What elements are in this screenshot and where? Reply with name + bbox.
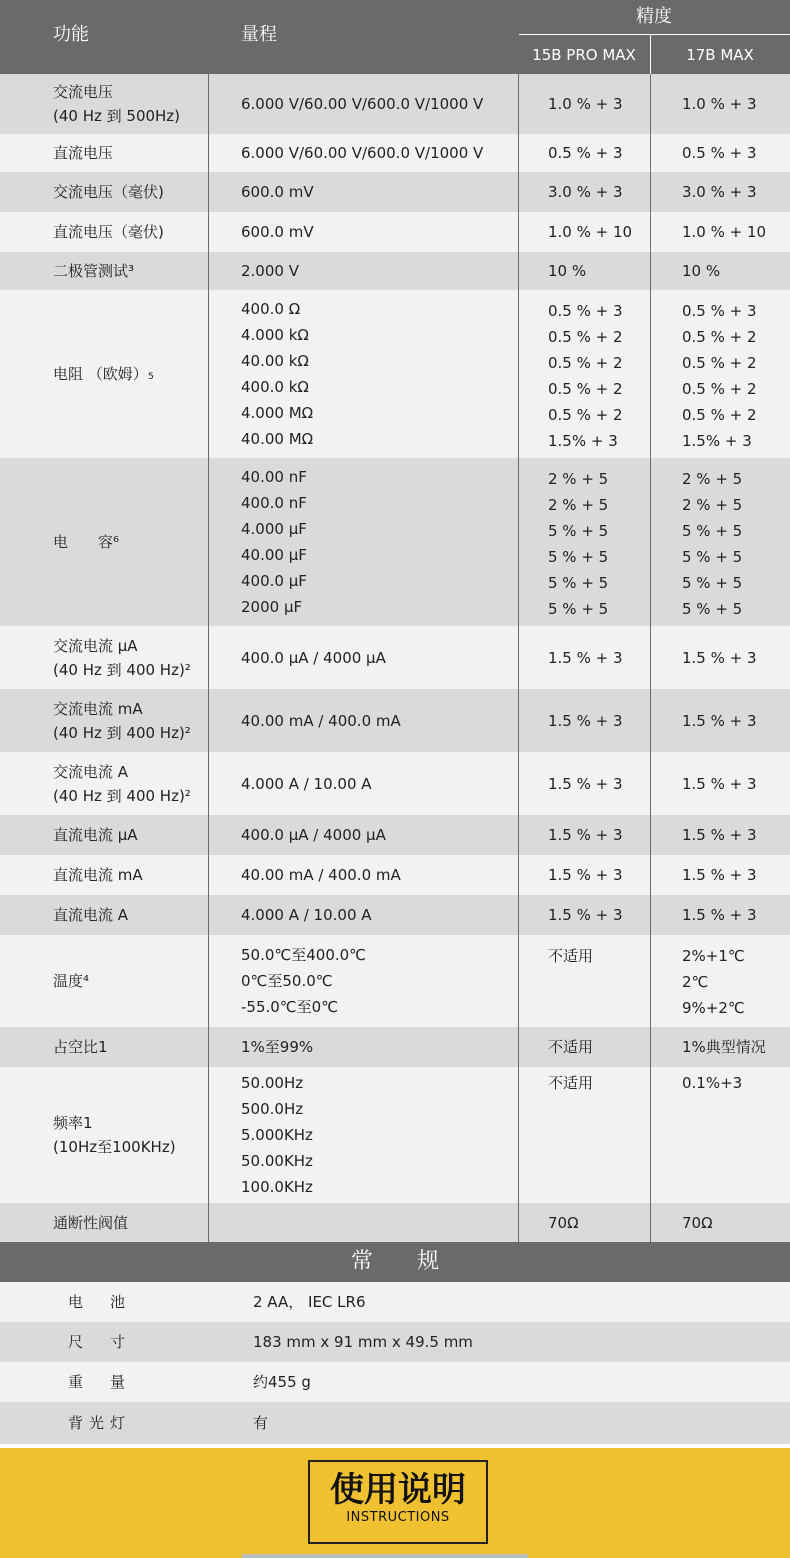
column-divider-2 (518, 0, 519, 1242)
general-row (0, 1322, 790, 1362)
general-value: 183 mm x 91 mm x 49.5 mm (253, 1333, 473, 1351)
range-cell: 40.00 nF 400.0 nF 4.000 μF 40.00 μF 400.0 μF 2000 μF (241, 468, 307, 616)
accuracy-17b-cell: 1.0 % + 10 (682, 223, 767, 241)
column-divider-1 (208, 0, 209, 1242)
range-cell: 50.00Hz 500.0Hz 5.000KHz 50.00KHz 100.0KHz (241, 1074, 313, 1196)
accuracy-15b-cell: 1.5 % + 3 (548, 774, 623, 793)
table-row (0, 1203, 790, 1242)
general-row (0, 1402, 790, 1444)
function-cell: 二极管测试³ (53, 262, 135, 280)
header-divider (518, 34, 790, 35)
accuracy-17b-cell: 3.0 % + 3 (682, 183, 757, 201)
general-value: 约455 g (253, 1373, 311, 1391)
accuracy-15b-cell: 0.5 % + 3 0.5 % + 2 0.5 % + 2 0.5 % + 2 0.5 % + 2 1.5% + 3 (548, 302, 623, 450)
range-cell: 4.000 A / 10.00 A (241, 774, 372, 793)
general-row (0, 1362, 790, 1402)
accuracy-17b-cell: 1.5 % + 3 (682, 648, 757, 667)
table-row (0, 626, 790, 689)
table-row (0, 855, 790, 895)
table-row (0, 290, 790, 458)
accuracy-17b-cell: 2 % + 5 2 % + 5 5 % + 5 5 % + 5 5 % + 5 5 % + 5 (682, 470, 743, 618)
header-range: 量程 (241, 24, 277, 45)
function-cell: 直流电压 (53, 144, 114, 162)
function-cell: 电 容⁶ (53, 533, 120, 551)
general-value: 2 AA， IEC LR6 (253, 1293, 366, 1311)
table-row (0, 134, 790, 172)
function-cell: 电阻 （欧姆）₅ (53, 365, 154, 383)
table-row (0, 212, 790, 252)
accuracy-17b-cell: 0.5 % + 3 0.5 % + 2 0.5 % + 2 0.5 % + 2 0.5 % + 2 1.5% + 3 (682, 302, 757, 450)
range-cell: 50.0℃至400.0℃ 0℃至50.0℃ -55.0℃至0℃ (241, 946, 367, 1016)
function-cell: 直流电流 mA (53, 866, 143, 884)
header-model-b: 17B MAX (686, 46, 754, 64)
header-model-divider (650, 34, 651, 74)
table-row (0, 252, 790, 290)
accuracy-15b-cell: 1.0 % + 3 (548, 95, 623, 113)
accuracy-15b-cell: 1.5 % + 3 (548, 906, 623, 924)
table-row (0, 689, 790, 752)
general-value: 有 (253, 1414, 269, 1432)
accuracy-17b-cell: 1.5 % + 3 (682, 866, 757, 884)
accuracy-15b-cell: 1.5 % + 3 (548, 711, 623, 730)
range-cell: 40.00 mA / 400.0 mA (241, 711, 401, 730)
accuracy-17b-cell: 1.5 % + 3 (682, 711, 757, 730)
function-cell: 交流电压 (40 Hz 到 500Hz) (53, 83, 181, 125)
accuracy-15b-cell: 不适用 (548, 1038, 594, 1056)
function-cell: 直流电流 A (53, 906, 129, 924)
accuracy-17b-cell: 10 % (682, 262, 721, 280)
general-label: 重 量 (68, 1373, 132, 1391)
header-function: 功能 (53, 24, 89, 45)
table-row (0, 895, 790, 935)
general-title: 常 规 (350, 1249, 439, 1274)
table-row (0, 172, 790, 212)
instructions-badge (308, 1460, 488, 1544)
accuracy-17b-cell: 1.5 % + 3 (682, 774, 757, 793)
accuracy-15b-cell: 1.0 % + 10 (548, 223, 633, 241)
range-cell: 400.0 Ω 4.000 kΩ 40.00 kΩ 400.0 kΩ 4.000 MΩ 40.00 MΩ (241, 300, 314, 448)
function-cell: 直流电压（毫伏) (53, 223, 164, 241)
table-row (0, 815, 790, 855)
accuracy-15b-cell: 10 % (548, 262, 587, 280)
table-header (0, 0, 790, 74)
accuracy-15b-cell: 3.0 % + 3 (548, 183, 623, 201)
accuracy-17b-cell: 1.5 % + 3 (682, 906, 757, 924)
table-row (0, 752, 790, 815)
table-row (0, 458, 790, 626)
range-cell: 6.000 V/60.00 V/600.0 V/1000 V (241, 95, 484, 113)
accuracy-17b-cell: 0.5 % + 3 (682, 144, 757, 162)
accuracy-17b-cell: 1%典型情况 (682, 1038, 766, 1056)
range-cell: 6.000 V/60.00 V/600.0 V/1000 V (241, 144, 484, 162)
general-header (0, 1242, 790, 1282)
function-cell: 占空比1 (53, 1038, 108, 1056)
accuracy-17b-cell: 0.1%+3 (682, 1074, 743, 1092)
general-row (0, 1282, 790, 1322)
table-row (0, 1067, 790, 1203)
range-cell (241, 1203, 511, 1242)
table-row (0, 935, 790, 1027)
accuracy-15b-cell: 0.5 % + 3 (548, 144, 623, 162)
accuracy-17b-cell: 1.0 % + 3 (682, 95, 757, 113)
range-cell: 400.0 μA / 4000 μA (241, 648, 386, 667)
general-label: 尺 寸 (68, 1333, 132, 1351)
function-cell: 频率1 (10Hz至100KHz) (53, 1114, 176, 1156)
accuracy-15b-cell: 1.5 % + 3 (548, 826, 623, 844)
table-row (0, 1027, 790, 1067)
function-cell: 交流电流 mA (40 Hz 到 400 Hz)² (53, 699, 191, 742)
accuracy-15b-cell: 不适用 (548, 1074, 594, 1092)
range-cell: 400.0 μA / 4000 μA (241, 826, 386, 844)
accuracy-15b-cell: 70Ω (548, 1213, 579, 1232)
accuracy-17b-cell: 70Ω (682, 1213, 713, 1232)
instructions-subtitle: INSTRUCTIONS (346, 1510, 450, 1525)
accuracy-17b-cell: 1.5 % + 3 (682, 826, 757, 844)
function-cell: 通断性阀值 (53, 1213, 129, 1232)
instructions-title: 使用说明 (330, 1470, 466, 1510)
range-cell: 600.0 mV (241, 223, 314, 241)
range-cell: 40.00 mA / 400.0 mA (241, 866, 401, 884)
instructions-underline (242, 1554, 528, 1558)
accuracy-15b-cell: 不适用 (548, 947, 594, 965)
table-row (0, 74, 790, 134)
accuracy-15b-cell: 1.5 % + 3 (548, 648, 623, 667)
general-label: 背光灯 (68, 1414, 132, 1432)
function-cell: 交流电压（毫伏) (53, 183, 164, 201)
header-model-a: 15B PRO MAX (532, 46, 636, 64)
range-cell: 600.0 mV (241, 183, 314, 201)
function-cell: 温度⁴ (53, 972, 90, 990)
accuracy-15b-cell: 1.5 % + 3 (548, 866, 623, 884)
accuracy-15b-cell: 2 % + 5 2 % + 5 5 % + 5 5 % + 5 5 % + 5 5 % + 5 (548, 470, 609, 618)
range-cell: 2.000 V (241, 262, 299, 280)
range-cell: 4.000 A / 10.00 A (241, 906, 372, 924)
function-cell: 交流电流 A (40 Hz 到 400 Hz)² (53, 762, 191, 805)
general-label: 电 池 (68, 1293, 132, 1311)
column-divider-3 (650, 74, 651, 1242)
accuracy-17b-cell: 2%+1℃ 2℃ 9%+2℃ (682, 947, 745, 1017)
function-cell: 直流电流 μA (53, 826, 138, 844)
header-accuracy: 精度 (636, 6, 672, 27)
function-cell: 交流电流 μA (40 Hz 到 400 Hz)² (53, 636, 191, 679)
range-cell: 1%至99% (241, 1038, 314, 1056)
